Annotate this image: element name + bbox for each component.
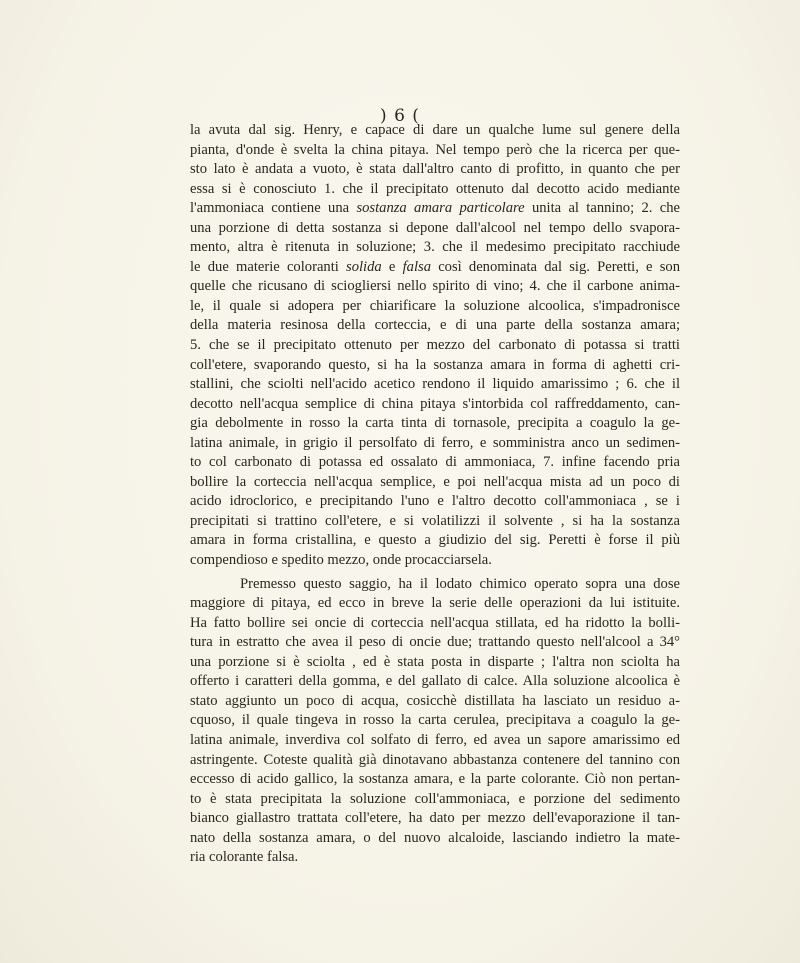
text-line: to col carbonato di potassa ed ossalato di ammoniaca, 7. infine facendo pria — [190, 454, 680, 471]
paragraph — [190, 575, 680, 868]
italic-term: falsa — [402, 258, 431, 275]
text-line: una porzione si è sciolta , ed è stata posta in disparte ; l'altra non sciolta ha — [190, 653, 680, 670]
italic-term: sostanza amara particolare — [356, 200, 525, 217]
text-line: l'ammoniaca contiene una sostanza amara particolare unita al tannino; 2. che — [190, 200, 680, 217]
text-line: sto lato è andata a vuoto, è stata dall'altro canto di profitto, in quanto che per — [190, 161, 680, 178]
text-line: bollire la corteccia nell'acqua semplice, e poi nell'acqua mista ad un poco di — [190, 473, 680, 490]
text-line: offerto i caratteri della gomma, e del gallato di calce. Alla soluzione alcoolica è — [190, 673, 680, 690]
text-line: le due materie coloranti solida e falsa così denominata dal sig. Peretti, e son — [190, 258, 680, 275]
text-line: stallini, che sciolti nell'acido acetico rendono il liquido amarissimo ; 6. che il — [190, 376, 680, 393]
text-line: maggiore di pitaya, ed ecco in breve la serie delle operazioni da lui istituite. — [190, 595, 680, 612]
text-line: decotto nell'acqua semplice di china pitaya s'intorbida col raffreddamento, can- — [190, 395, 680, 412]
text-line: to è stata precipitata la soluzione coll'ammoniaca, e porzione del sedimento — [190, 790, 680, 807]
text-line: Premesso questo saggio, ha il lodato chimico operato sopra una dose — [240, 575, 680, 592]
text-line: cquoso, il quale tingeva in rosso la carta cerulea, precipitava a coagulo la ge- — [190, 712, 680, 729]
text-line: bianco giallastro trattata coll'etere, ha dato per mezzo dell'evaporazione il tan- — [190, 810, 680, 827]
text-line: pianta, d'onde è svelta la china pitaya. Nel tempo però che la ricerca per que- — [190, 141, 680, 158]
text-line: mento, altra è ritenuta in soluzione; 3. che il medesimo precipitato racchiude — [190, 239, 680, 256]
text-line: precipitati si trattino coll'etere, e si volatilizzi il solvente , si ha la sostanza — [190, 512, 680, 529]
text-line: compendioso e spedito mezzo, onde procacciarsela. — [190, 552, 492, 569]
text-line: Ha fatto bollire sei oncie di corteccia nell'acqua stillata, ed ha ridotto la bolli- — [190, 614, 680, 631]
text-line: la avuta dal sig. Henry, e capace di dare un qualche lume sul genere della — [190, 122, 680, 138]
text-line: tura in estratto che avea il peso di oncie due; trattando questo nell'alcool a 34° — [190, 634, 680, 651]
text-line: ria colorante falsa. — [190, 849, 299, 866]
body-text — [190, 121, 680, 868]
text-line: eccesso di acido gallico, la sostanza amara, e la parte colorante. Ciò non pertan- — [190, 771, 680, 788]
italic-term: solida — [346, 258, 382, 275]
text-line: stato aggiunto un poco di acqua, cosicchè distillata ha lasciato un residuo a- — [190, 692, 680, 709]
text-line: gia debolmente in rosso la carta tinta di tornasole, precipita a coagulo la ge- — [190, 415, 680, 432]
text-line: della materia resinosa della corteccia, e di una parte della sostanza amara; — [190, 317, 680, 334]
paragraph — [190, 121, 680, 571]
page-number: ) 6 ( — [380, 106, 420, 126]
text-line: 5. che se il precipitato ottenuto per mezzo del carbonato di potassa si tratti — [190, 337, 680, 354]
text-line: latina animale, in grigio il persolfato di ferro, e somministra anco un sedimen- — [190, 434, 680, 451]
text-line: coll'etere, svaporando questo, si ha la sostanza amara in forma di aghetti cri- — [190, 356, 680, 373]
text-line: amara in forma cristallina, e questo a giudizio del sig. Peretti è forse il più — [190, 532, 680, 549]
text-line: astringente. Coteste qualità già dinotavano abbastanza contenere del tannino con — [190, 751, 680, 768]
text-line: acido idroclorico, e precipitando l'uno e l'altro decotto coll'ammoniaca , se i — [190, 493, 680, 510]
text-line: nato della sostanza amara, o del nuovo alcaloide, lasciando indietro la mate- — [190, 829, 680, 846]
text-line: latina animale, inverdiva col solfato di ferro, ed avea un sapore amarissimo ed — [190, 731, 680, 748]
text-line: essa si è conosciuto 1. che il precipitato ottenuto dal decotto acido mediante — [190, 180, 680, 197]
text-line: una porzione di detta sostanza si depone dall'alcool nel tempo dello svapora- — [190, 219, 680, 236]
text-line: le, il quale si adopera per chiarificare la soluzione alcoolica, s'impadronisce — [190, 297, 680, 314]
text-line: quelle che ricusano di sciogliersi nello spirito di vino; 4. che il carbone anima- — [190, 278, 680, 295]
